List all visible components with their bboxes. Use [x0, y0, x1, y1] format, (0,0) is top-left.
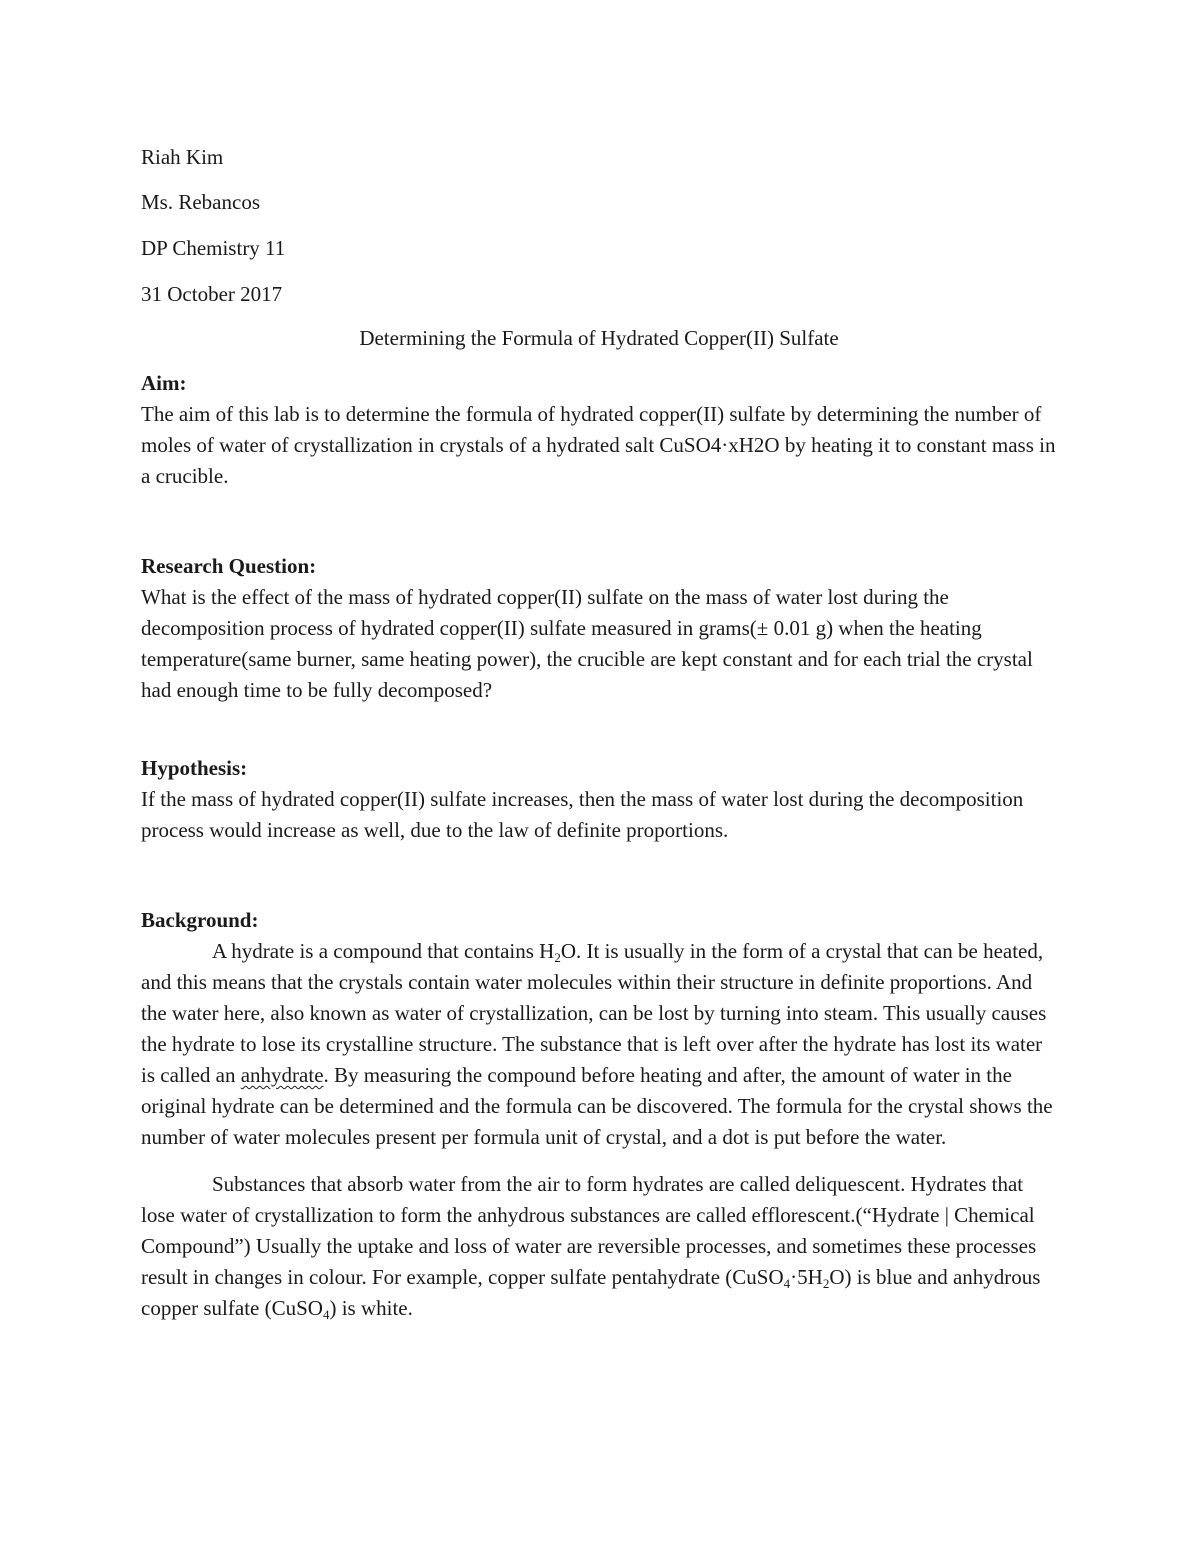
report-date: 31 October 2017: [141, 282, 283, 306]
text-run: . By measuring the compound before heating and after, the amount of water in the original hydrate can be determined and the formula can be discovered. The formula for the crystal shows the number of water molecules present per formula unit of crystal, and a dot is put before the water.: [141, 1063, 1053, 1149]
text-run: O) is blue and anhydrous copper sulfate (CuSO: [141, 1265, 1041, 1320]
hypothesis-text: If the mass of hydrated copper(II) sulfate increases, then the mass of water lost during the decomposition process would increase as well, due to the law of definite proportions.: [141, 787, 1024, 842]
anhydrate-term: anhydrate: [240, 1063, 324, 1087]
subscript: 2: [822, 1276, 830, 1291]
research-question-text: What is the effect of the mass of hydrated copper(II) sulfate on the mass of water lost during the decomposition process of hydrated copper(II) sulfate measured in grams(± 0.01 g) when the heating temperature(same burner, same heating power), the crucible are kept constant and for each trial the crystal had enough time to be fully decomposed?: [141, 585, 1033, 702]
hypothesis-section: [141, 753, 1059, 846]
text-run: ) is white.: [329, 1296, 413, 1320]
page-title: Determining the Formula of Hydrated Copper(II) Sulfate: [359, 326, 839, 350]
background-section: [141, 905, 1059, 1324]
research-question-heading: Research Question:: [141, 554, 317, 578]
aim-text: The aim of this lab is to determine the formula of hydrated copper(II) sulfate by determining the number of moles of water of crystallization in crystals of a hydrated salt CuSO4·xH2O by heating it to constant mass in a crucible.: [141, 402, 1056, 488]
hypothesis-heading: Hypothesis:: [141, 756, 248, 780]
subscript: 2: [554, 950, 561, 965]
background-paragraph-2: [141, 1169, 1059, 1324]
subscript: 4: [783, 1276, 791, 1291]
aim-section: [141, 368, 1059, 492]
aim-heading: Aim:: [141, 371, 187, 395]
text-run: Substances that absorb water from the air to form hydrates are called deliquescent. Hydrates that lose water of crystallization to form the anhydrous substances are called efflorescent.(“Hydrate | Chemical Compound”) Usually the uptake and loss of water are reversible processes, and sometimes these processes result in changes in colour. For example, copper sulfate pentahydrate (CuSO: [141, 1172, 1037, 1289]
text-run: O. It is usually in the form of a crystal that can be heated, and this means that the crystals contain water molecules within their structure in definite proportions. And the water here, also known as water of crystallization, can be lost by turning into steam. This usually causes the hydrate to lose its crystalline structure. The substance that is left over after the hydrate has lost its water is called an: [141, 939, 1047, 1087]
background-paragraph-1: [141, 936, 1059, 1153]
background-heading: Background:: [141, 908, 259, 932]
course-name: DP Chemistry 11: [141, 236, 286, 260]
subscript: 4: [322, 1307, 330, 1322]
teacher-name: Ms. Rebancos: [141, 190, 260, 214]
student-name: Riah Kim: [141, 145, 224, 169]
research-question-section: [141, 551, 1059, 706]
text-run: ·5H: [790, 1265, 823, 1289]
text-run: A hydrate is a compound that contains H: [212, 939, 555, 963]
